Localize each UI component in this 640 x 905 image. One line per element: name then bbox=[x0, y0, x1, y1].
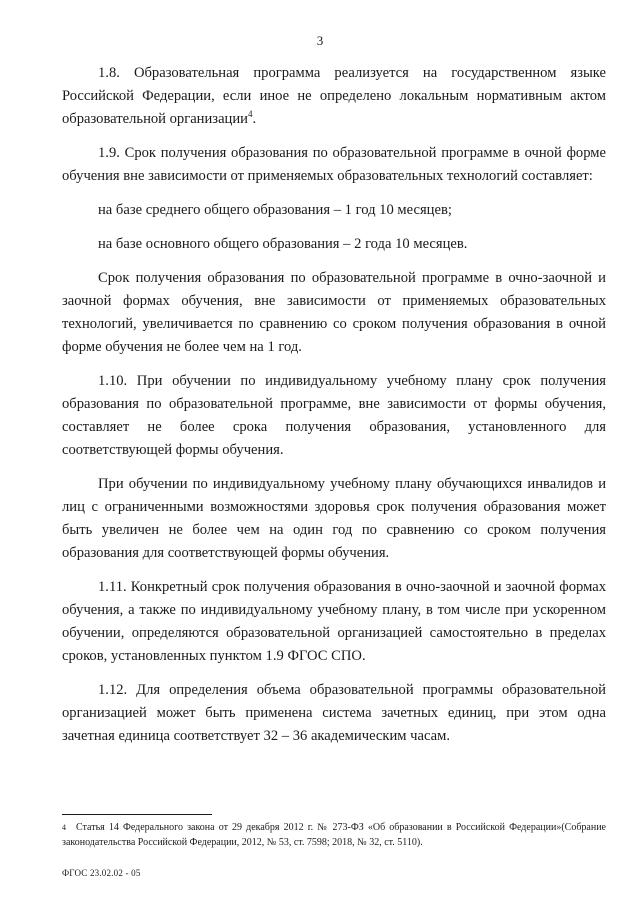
footnote-divider bbox=[62, 814, 212, 815]
paragraph-1-9: 1.9. Срок получения образования по образовательной программе в очной форме обучения вне зависимости от применяемых образовательных технологий составляет: bbox=[62, 145, 606, 184]
footnote-text: Статья 14 Федерального закона от 29 декабря 2012 г. № 273-ФЗ «Об образовании в Российской Федерации»(Собрание законодательства Российской Федерации, 2012, № 53, ст. 7598; 2018, № 32, ст. 5110). bbox=[62, 822, 606, 848]
footnote-reference: 4 bbox=[247, 109, 253, 120]
footnote-mark: 4 bbox=[62, 823, 66, 832]
paragraph-part-time-duration: Срок получения образования по образовательной программе в очно-заочной и заочной формах обучения, вне зависимости от применяемых образовательных технологий, увеличивается по сравнению со сроком получения образования в очной форме обучения не более чем на 1 год. bbox=[62, 270, 606, 355]
page-number: 3 bbox=[316, 33, 324, 48]
list-item-secondary-general: на базе среднего общего образования – 1 год 10 месяцев; bbox=[98, 202, 452, 218]
list-item-basic-general: на базе основного общего образования – 2 года 10 месяцев. bbox=[98, 236, 468, 252]
footnote bbox=[62, 820, 606, 850]
paragraph-1-8 bbox=[62, 62, 606, 131]
paragraph-disabled-students: При обучении по индивидуальному учебному плану обучающихся инвалидов и лиц с ограниченными возможностями здоровья срок получения образования может быть увеличен не более чем на один год по сравнению со сроком получения образования для соответствующей формы обучения. bbox=[62, 476, 606, 561]
paragraph-1-11: 1.11. Конкретный срок получения образования в очно-заочной и заочной формах обучения, а также по индивидуальному учебному плану, в том числе при ускоренном обучении, определяются образовательной организацией самостоятельно в пределах сроков, установленных пунктом 1.9 ФГОС СПО. bbox=[62, 579, 606, 664]
paragraph-1-8-end: . bbox=[252, 111, 257, 127]
document-code: ФГОС 23.02.02 - 05 bbox=[62, 868, 141, 878]
paragraph-1-12: 1.12. Для определения объема образовательной программы образовательной организацией может быть применена система зачетных единиц, при этом одна зачетная единица соответствует 32 – 36 академическим часам. bbox=[62, 682, 606, 744]
paragraph-1-10: 1.10. При обучении по индивидуальному учебному плану срок получения образования по образовательной программе, вне зависимости от формы обучения, составляет не более срока получения образования, установленного для соответствующей формы обучения. bbox=[62, 373, 606, 458]
paragraph-1-8-text: 1.8. Образовательная программа реализуется на государственном языке Российской Федерации, если иное не определено локальным нормативным актом образовательной организации bbox=[62, 65, 606, 127]
document-body bbox=[62, 62, 606, 759]
